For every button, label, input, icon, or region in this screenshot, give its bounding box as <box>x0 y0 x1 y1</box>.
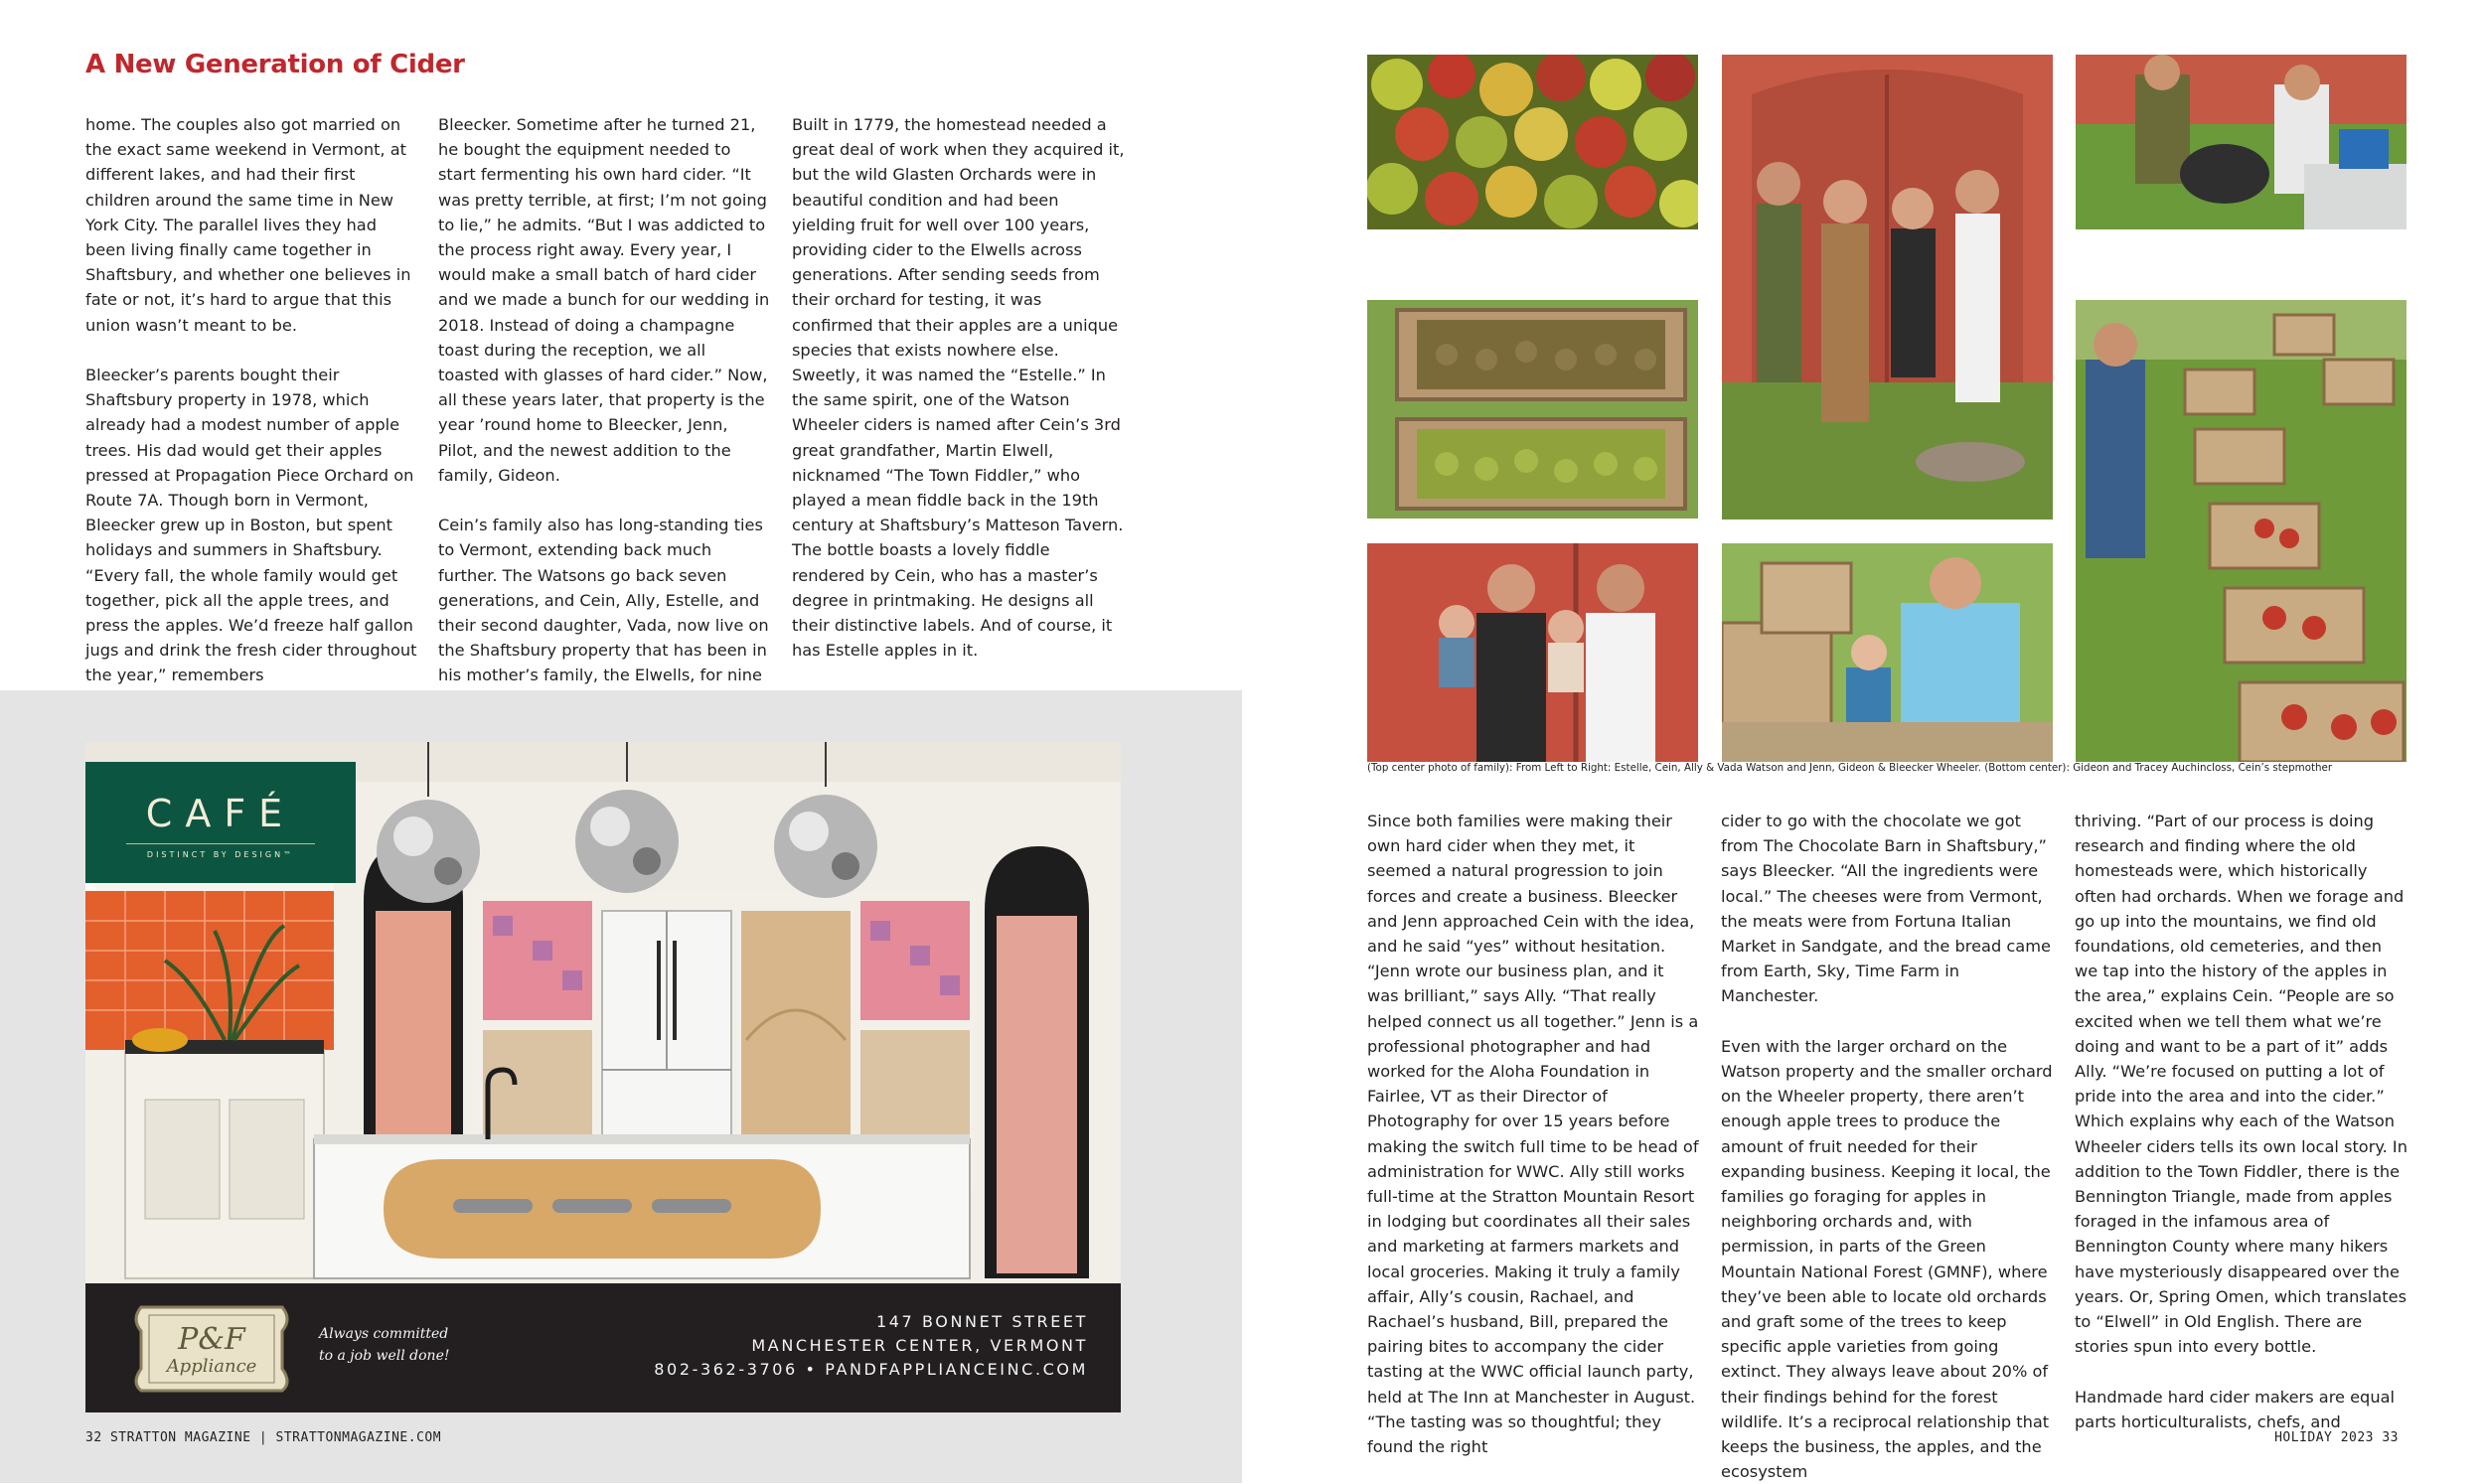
paragraph: Cein’s family also has long-standing ties to Vermont, extending back much further. The Watsons go back seven generations, and Cein, Ally, Estelle, and their second daughter, Vada, now live on the Shaftsbury property that has been in his mother’s family, the Elwells, for nine <box>438 516 769 685</box>
right-column-3 <box>2075 809 2407 1434</box>
right-column-1 <box>1367 809 1700 1459</box>
address-street: 147 BONNET STREET <box>875 1312 1088 1331</box>
article-title: A New Generation of Cider <box>85 50 465 79</box>
cafe-brand: CAFÉ <box>145 792 296 835</box>
address-city: MANCHESTER CENTER, VERMONT <box>751 1336 1088 1355</box>
pf-appliance-advertisement[interactable] <box>85 742 1121 1412</box>
paragraph: Built in 1779, the homestead needed a great deal of work when they acquired it, but the wild Glasten Orchards were in beautiful condition and had been yielding fruit for well over 100 years, providing cider to the Elwells across generations. After sending seeds from their orchard for testing, it was confirmed that their apples are a unique species that exists nowhere else. Sweetly, it was named the “Estelle.” In the same spirit, one of the Watson Wheeler ciders is named after Cein’s 3rd great grandfather, Martin Elwell, nicknamed “The Town Fiddler,” who played a mean fiddle back in the 19th century at Shaftsbury’s Matteson Tavern. The bottle boasts a lovely fiddle rendered by Cein, who has a master’s degree in printmaking. He designs all their distinctive labels. And of course, it has Estelle apples in it. <box>792 115 1125 661</box>
paragraph: Bleecker. Sometime after he turned 21, he bought the equipment needed to start fermenting his own hard cider. “It was pretty terrible, at first; I’m not going to lie,” he admits. “But I was addicted to the process right away. Every year, I would make a small batch of hard cider and we made a bunch for our wedding in 2018. Instead of doing a champagne toast during the reception, we all toasted with glasses of hard cider.” Now, all these years later, that property is the year ’round home to Bleecker, Jenn, Pilot, and the newest addition to the family, Gideon. <box>438 115 770 485</box>
grandmother-baby-photo <box>1722 543 2053 762</box>
cafe-rule <box>126 843 315 844</box>
left-folio: 32 STRATTON MAGAZINE | STRATTONMAGAZINE.COM <box>85 1430 442 1445</box>
ad-footer <box>85 1283 1121 1412</box>
cafe-tagline: DISTINCT BY DESIGN™ <box>146 850 295 859</box>
paragraph: cider to go with the chocolate we got from The Chocolate Barn in Shaftsbury,” says Bleecker. “All the ingredients were local.” The cheeses were from Vermont, the meats were from Fortuna Italian Market in Sandgate, and the bread came from Earth, Sky, Time Farm in Manchester. <box>1721 812 2051 1006</box>
paragraph: home. The couples also got married on the exact same weekend in Vermont, at different lakes, and had their first children around the same time in New York City. The parallel lives they had been living finally came together in Shaftsbury, and whether one believes in fate or not, it’s hard to argue that this union wasn’t meant to be. <box>85 115 411 335</box>
paragraph: thriving. “Part of our process is doing research and finding where the old homesteads were, which historically often had orchards. When we forage and go up into the mountains, we find old foundations, old cemeteries, and then we tap into the history of the apples in the area,” explains Cein. “People are so excited when we tell them what we’re doing and want to be a part of it” adds Ally. “We’re focused on putting a lot of pride into the area and into the cider.” Which explains why each of the Watson Wheeler ciders tells its own local story. In addition to the Town Fiddler, there is the Bennington Triangle, made from apples foraged in the infamous area of Bennington County where many hikers have mysteriously disappeared over the years. Or, Spring Omen, which translates to “Elwell” in Old English. There are stories spun into every bottle. <box>2075 812 2407 1357</box>
paragraph: Since both families were making their own hard cider when they met, it seemed a natural progression to join forces and create a business. Bleecker and Jenn approached Cein with the idea, and he said “yes” without hesitation. “Jenn wrote our business plan, and it was brilliant,” says Ally. “That really helped connect us all together.” Jenn is a professional photographer and had worked for the Aloha Foundation in Fairlee, VT as their Director of Photography for over 15 years before making the switch full time to be head of administration for WWC. Ally still works full-time at the Stratton Mountain Resort in lodging but coordinates all their sales and marketing at farmers markets and local groceries. Making it truly a family affair, Ally’s cousin, Rachael, and Rachael’s husband, Bill, prepared the pairing bites to accompany the cider tasting at the WWC official launch party, held at The Inn at Manchester in August. “The tasting was so thoughtful; they found the right <box>1367 812 1699 1457</box>
right-folio: HOLIDAY 2023 33 <box>2274 1430 2399 1445</box>
apple-pile-photo <box>1367 55 1698 229</box>
left-column-1 <box>85 112 418 688</box>
slogan-line: to a job well done! <box>319 1348 450 1364</box>
pf-appliance-logo <box>123 1297 300 1401</box>
apple-crates-photo <box>1367 300 1698 519</box>
svg-text:P&F: P&F <box>178 1322 245 1357</box>
cafe-logo <box>85 762 356 883</box>
address-contact[interactable]: 802-362-3706 • PANDFAPPLIANCEINC.COM <box>654 1360 1088 1379</box>
cider-press-photo <box>2076 55 2406 229</box>
left-column-3 <box>792 112 1125 663</box>
svg-text:Appliance: Appliance <box>166 1356 257 1377</box>
paragraph: Handmade hard cider makers are equal parts horticulturalists, chefs, and <box>2075 1387 2396 1431</box>
photo-caption: (Top center photo of family): From Left to Right: Estelle, Cein, Ally & Vada Watson and Jenn, Gideon & Bleecker Wheeler. (Bottom center): Gideon and Tracey Auchincloss, Cein’s stepmother <box>1367 762 2333 774</box>
left-column-2 <box>438 112 771 713</box>
paragraph: Even with the larger orchard on the Watson property and the smaller orchard on the Wheeler property, there aren’t enough apple trees to produce the amount of fruit needed for their expanding business. Keeping it local, the families go foraging for apples in neighboring orchards and, with permission, in parts of the Green Mountain National Forest (GMNF), where they’ve been able to locate old orchards and graft some of the trees to keep specific apple varieties from going extinct. They always leave about 20% of their findings behind for the forest wildlife. It’s a reciprocal relationship that keeps the business, the apples, and the ecosystem <box>1721 1036 2053 1482</box>
ad-slogan <box>319 1323 518 1367</box>
mothers-babies-photo <box>1367 543 1698 762</box>
family-photo <box>1722 55 2053 519</box>
ad-address[interactable] <box>654 1310 1088 1382</box>
paragraph: Bleecker’s parents bought their Shaftsbury property in 1978, which already had a modest number of apple trees. His dad would get their apples pressed at Propagation Piece Orchard on Route 7A. Though born in Vermont, Bleecker grew up in Boston, but spent holidays and summers in Shaftsbury. “Every fall, the whole family would get together, pick all the apple trees, and press the apples. We’d freeze half gallon jugs and drink the fresh cider throughout the year,” remembers <box>85 366 417 685</box>
crate-row-photo <box>2076 300 2406 762</box>
slogan-line: Always committed <box>319 1326 449 1342</box>
right-column-2 <box>1721 809 2054 1484</box>
